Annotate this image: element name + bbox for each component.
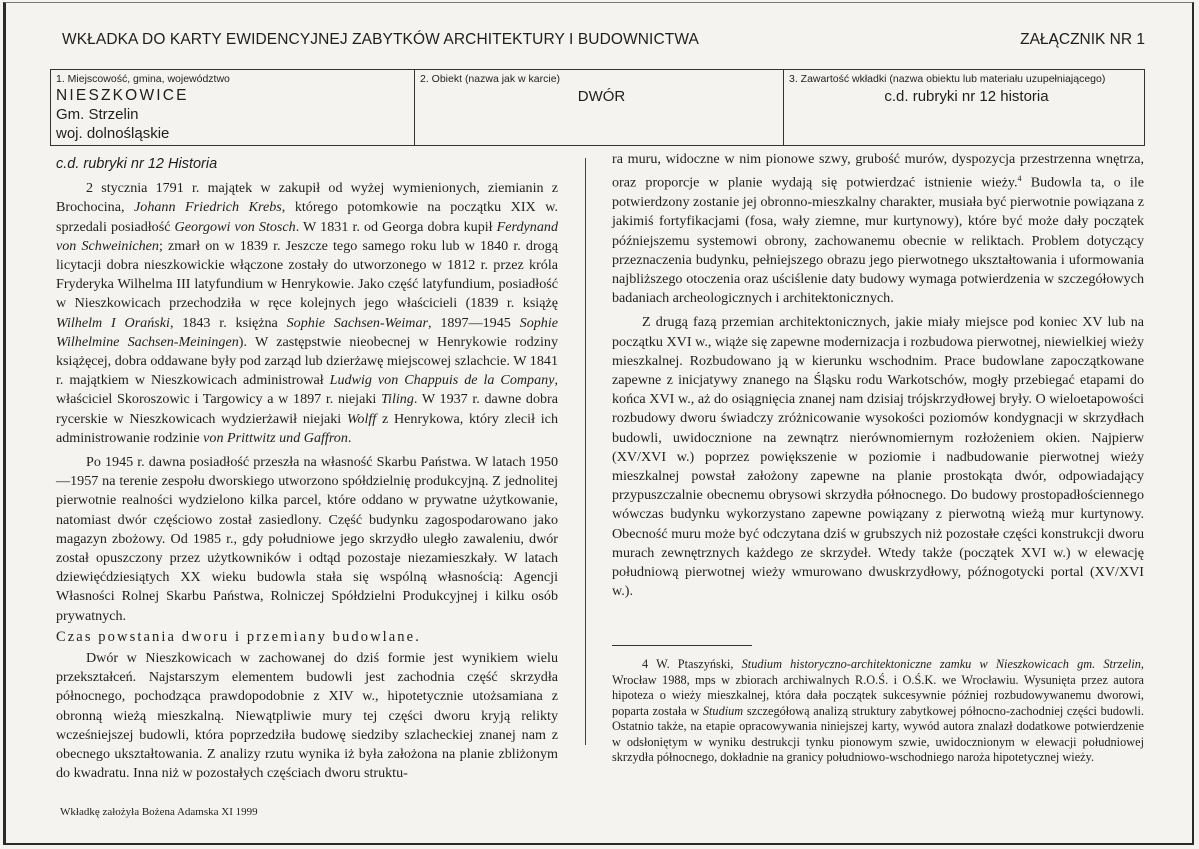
field-object <box>415 70 784 145</box>
field-contents <box>784 70 1144 145</box>
subheading-construction: Czas powstania dworu i przemiany budowlane. <box>56 628 421 645</box>
header-fields <box>50 69 1145 146</box>
footnote: 4 W. Ptaszyński, Studium historyczno-architektoniczne zamku w Nieszkowicach gm. Strzelin, Wrocław 1988, mps w zbiorach archiwalnych R.O.Ś. i O.Ś.K. we Wrocławiu. Wysunięta przez autora hipoteza o wieży mieszkalnej, która dała początek sukcesywnie później rozbudowywanemu dworowi, poparta została w Studium szczegółową analizą struktury zabytkowej północno-zachodniej części budowli. Ostatnio także, na etapie opracowywania niniejszej karty, wywód autora znalazł dodatkowe potwierdzenie w odsłoniętym w wyniku destrukcji tynku pionowym szwie, uwidocznionym w elewacji południowej skrzydła północnego, dokładnie na granicy południowo-wschodniego naroża hipotetycznej wieży. <box>612 657 1144 764</box>
paragraph-second-phase: Z drugą fazą przemian architektonicznych, jakie miały miejsce pod koniec XV lub na początku XVI w., wiąże się zapewne modernizacja i rozbudowa pierwotnej, niewielkiej wieży mieszkalnej. Rozbudowano ją w kierunku wschodnim. Prace budowlane zapoczątkowane zapewne z inicjatywy znanego na Śląsku rodu Warkotschów, mogły przebiegać etapami do końca XVI w., aż do osiągnięcia znanej nam dzisiaj trójskrzydłowej bryły. O wieloetapowości rozbudowy dworu świadczy zróżnicowanie wysokości poziomów kondygnacji w skrzydłach budowli, uwidocznione na zewnątrz nierównomiernym rozłożeniem okien. Najpierw (XV/XVI w.) poprzez powiększenie w poziomie i nadbudowanie pierwotnej wieży mieszkalnej powstał założony zapewne na planie prostokąta dwór, odpowiadający przypuszczalnie obecnemu obrysowi skrzydła północnego. Do budowy prostopadłościennego wówczas budynku wykorzystano zapewne powiązany z pierwotną wieżą mur kurtynowy. Obecność muru może być odczytana dziś w grubszych niż pozostałe części konstrukcji dworu murach zewnętrznych każdego ze skrzydeł. Wtedy także (początek XVI w.) w elewację południową pierwotnej wieży wmurowano dwuskrzydłowy, późnogotycki portal (XV/XVI w.). <box>612 314 1144 600</box>
paragraph-construction: Dwór w Nieszkowicach w zachowanej do dziś formie jest wynikiem wielu przekształceń. Najstarszym elementem budowli jest zachodnia część skrzydła północnego, pochodząca prawdopodobnie z XIV w., hipotetycznie utożsamiana z obronną wieżą mieszkalną. Niewątpliwie mury tej części dworu kryją relikty wcześniejszej budowli, która poprzedziła budowę siedziby szlacheckiej znanej nam z obecnego ukształtowania. Z analizy rzutu wynika iż była założona na planie zbliżonym do kwadratu. Inna niż w pozostałych częściach dworu struktu- <box>56 650 558 782</box>
field-location-province: woj. dolnośląskie <box>56 125 170 142</box>
field-object-label: 2. Obiekt (nazwa jak w karcie) <box>420 73 561 85</box>
field-location-commune: Gm. Strzelin <box>56 106 139 123</box>
author-note: Wkładkę założyła Bożena Adamska XI 1999 <box>60 806 258 818</box>
right-column <box>612 150 1144 601</box>
field-object-value: DWÓR <box>577 88 626 105</box>
paragraph-tower: ra muru, widoczne w nim pionowe szwy, grubość murów, dyspozycja przestrzenna wnętrza, oraz proporcje w planie wydają się potwierdzać istnienie wieży.$^4$ Budowla ta, o ile potwierdzony zostanie jej obronno-mieszkalny charakter, musiała być pierwotnie powiązana z jakimiś fortyfikacjami (fosa, wały ziemne, mur kurtynowy), które być może dały początek późniejszemu systemowi obrony, zachowanemu obecnie w reliktach. Problem dotyczący przeznaczenia budynku, pełniejszego obrazu jego pierwotnego ukształtowania i uformowania najbliższego otoczenia oraz uściślenie daty budowy wymaga potwierdzenia w szczegółowych badaniach archeologicznych i architektonicznych. <box>612 151 1144 307</box>
paragraph-postwar: Po 1945 r. dawna posiadłość przeszła na własność Skarbu Państwa. W latach 1950—1957 na terenie zespołu dworskiego utworzono spółdzielnię produkcyjną. Z jednolitej pierwotnie realności wydzielono kilka parcel, które oddano w prywatne użytkowanie, natomiast dwór częściowo został zasiedlony. Część budynku zagospodarowano jako magazyn zbożowy. Od 1985 r., gdy południowe jego skrzydło uległo zawaleniu, dwór został opuszczony przez użytkowników i odtąd pozostaje niezamieszkały. W latach dziewięćdziesiątych XX wieku budowla stała się wspólną własnością: Agencji Własności Rolnej Skarbu Państwa, Rolniczej Spółdzielni Produkcyjnej i kilku osób prywatnych. <box>56 454 558 624</box>
footnote-ref: 4 <box>1017 174 1022 184</box>
field-location-place: NIESZKOWICE <box>56 87 189 104</box>
left-column <box>56 155 558 784</box>
field-location <box>51 70 415 145</box>
footnote-rule <box>612 645 752 646</box>
field-location-label: 1. Miejscowość, gmina, województwo <box>56 73 230 85</box>
field-contents-label: 3. Zawartość wkładki (nazwa obiektu lub materiału uzupełniającego) <box>789 73 1106 85</box>
paragraph-owners: 2 stycznia 1791 r. majątek w zakupił od wyżej wymienionych, ziemianin z Brochocina, Johann Friedrich Krebs, którego potomkowie na początku XIX w. sprzedali posiadłość Georgowi von Stosch. W 1831 r. od Georga dobra kupił Ferdynand von Schweinichen; zmarł on w 1839 r. Jeszcze tego samego roku lub w 1840 r. drogą licytacji dobra nieszkowickie włączone zostały do utworzonego w 1812 r. przez króla Fryderyka Wilhelma III latyfundium w Henrykowie. Jako część latyfundium, posiadłość w Nieszkowicach przechodziła w ręce kolejnych jego właścicieli (1839 r. książę Wilhelm I Orański, 1843 r. księżna Sophie Sachsen-Weimar, 1897—1945 Sophie Wilhelmine Sachsen-Meiningen). W zastępstwie nieobecnej w Henrykowie rodziny książęcej, dobra oddawane były pod zarząd lub dzierżawę miejscowej szlachcie. W 1841 r. majątkiem w Nieszkowicach administrował Ludwig von Chappuis de la Company, właściciel Skoroszowic i Targowicy a w 1897 r. niejaki Tiling. W 1937 r. dawne dobra rycerskie w Nieszkowicach wydzierżawił niejaki Wolff z Henrykowa, który zlecił ich administrowanie rodzinie von Prittwitz und Gaffron. <box>56 180 559 446</box>
field-contents-value: c.d. rubryki nr 12 historia <box>884 88 1049 105</box>
section-heading: c.d. rubryki nr 12 Historia <box>56 156 218 172</box>
column-divider <box>585 158 586 745</box>
form-title: WKŁADKA DO KARTY EWIDENCYJNEJ ZABYTKÓW ARCHITEKTURY I BUDOWNICTWA <box>62 31 699 48</box>
annex-label: ZAŁĄCZNIK NR 1 <box>1020 31 1145 48</box>
